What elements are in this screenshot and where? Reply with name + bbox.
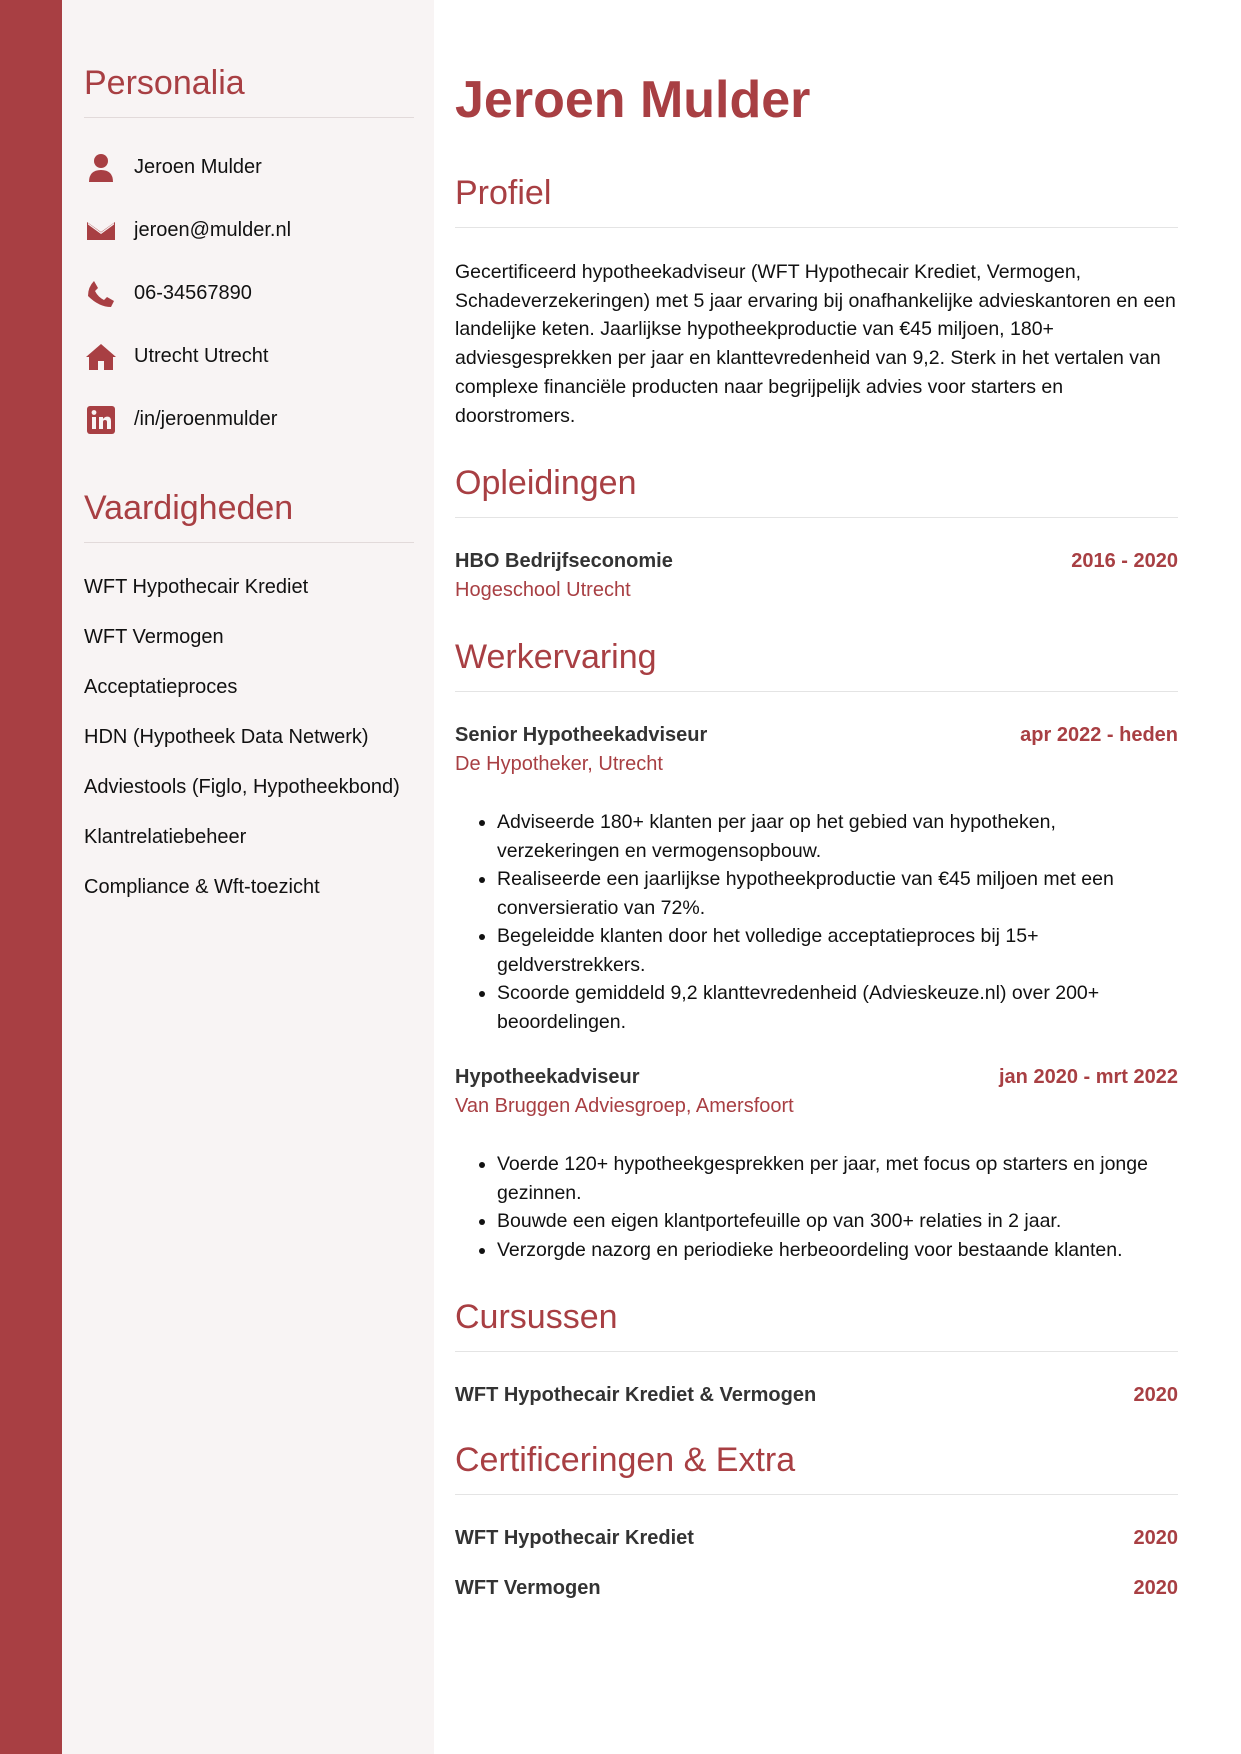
profile-text: Gecertificeerd hypotheekadviseur (WFT Hypothecair Krediet, Vermogen, Schadeverzekeringen) met 5 jaar ervaring bij onafhankelijke advieskantoren en een landelijke keten. Jaarlijkse hypotheekproductie van €45 miljoen, 180+ adviesgesprekken per jaar en klanttevredenheid van 9,2. Sterk in het vertalen van complexe financiële producten naar begrijpelijk advies voor starters en doorstromers. xyxy=(455,261,1176,427)
job-title: Hypotheekadviseur xyxy=(455,1066,640,1089)
contact-name xyxy=(84,136,414,199)
cert-date: 2020 xyxy=(1133,1527,1178,1550)
contact-location-text: Utrecht Utrecht xyxy=(134,345,269,367)
person-icon xyxy=(84,151,118,185)
contact-email xyxy=(84,199,414,262)
job-title: Senior Hypotheekadviseur xyxy=(455,724,708,747)
sidebar xyxy=(62,0,434,1754)
job-bullets xyxy=(455,808,1178,1036)
skills-heading: Vaardigheden xyxy=(84,489,414,543)
contact-phone xyxy=(84,262,414,325)
contact-linkedin xyxy=(84,388,414,451)
skill-item: Acceptatieproces xyxy=(84,676,238,698)
education-school: Hogeschool Utrecht xyxy=(455,579,631,602)
linkedin-icon xyxy=(84,403,118,437)
course-date: 2020 xyxy=(1133,1384,1178,1407)
contact-linkedin-text[interactable]: /in/jeroenmulder xyxy=(134,408,278,430)
job-date: jan 2020 - mrt 2022 xyxy=(999,1066,1178,1089)
job-bullet: • Verzorgde nazorg en periodieke herbeoordeling voor bestaande klanten. xyxy=(497,1236,1178,1265)
experience-heading: Werkervaring xyxy=(455,638,1178,692)
cert-entry xyxy=(455,1577,1178,1600)
skill-list xyxy=(84,575,414,925)
phone-icon xyxy=(84,277,118,311)
job-bullet: • Voerde 120+ hypotheekgesprekken per jaar, met focus op starters en jonge gezinnen. xyxy=(497,1150,1178,1207)
job-bullet: • Adviseerde 180+ klanten per jaar op het gebied van hypotheken, verzekeringen en vermogensopbouw. xyxy=(497,808,1178,865)
contact-location xyxy=(84,325,414,388)
course-title: WFT Hypothecair Krediet & Vermogen xyxy=(455,1384,817,1407)
skill-item: WFT Hypothecair Krediet xyxy=(84,576,309,598)
contact-phone-text[interactable]: 06-34567890 xyxy=(134,282,252,304)
skill-item: Compliance & Wft-toezicht xyxy=(84,876,320,898)
education-title: HBO Bedrijfseconomie xyxy=(455,550,673,573)
education-heading: Opleidingen xyxy=(455,464,1178,518)
main-content xyxy=(434,0,1241,1754)
courses-heading: Cursussen xyxy=(455,1298,1178,1352)
job-bullet: • Bouwde een eigen klantportefeuille op van 300+ relaties in 2 jaar. xyxy=(497,1207,1178,1236)
home-icon xyxy=(84,340,118,374)
cert-title: WFT Hypothecair Krediet xyxy=(455,1527,694,1550)
contact-email-text[interactable]: jeroen@mulder.nl xyxy=(134,219,292,241)
contact-list xyxy=(84,136,414,451)
education-date: 2016 - 2020 xyxy=(1071,550,1178,573)
personal-heading: Personalia xyxy=(84,64,414,118)
job-company: Van Bruggen Adviesgroep, Amersfoort xyxy=(455,1095,794,1118)
skill-item: Klantrelatiebeheer xyxy=(84,826,247,848)
job-bullet: • Realiseerde een jaarlijkse hypotheekproductie van €45 miljoen met een conversieratio van 72%. xyxy=(497,865,1178,922)
job-bullet: • Scoorde gemiddeld 9,2 klanttevredenheid (Advieskeuze.nl) over 200+ beoordelingen. xyxy=(497,979,1178,1036)
course-entry xyxy=(455,1384,1178,1407)
skill-item: HDN (Hypotheek Data Netwerk) xyxy=(84,726,369,748)
job-bullet: • Begeleidde klanten door het volledige acceptatieproces bij 15+ geldverstrekkers. xyxy=(497,922,1178,979)
job-date: apr 2022 - heden xyxy=(1020,724,1178,747)
cert-list xyxy=(455,1527,1178,1600)
education-entry xyxy=(455,550,1178,602)
skill-item: Adviestools (Figlo, Hypotheekbond) xyxy=(84,776,400,798)
envelope-icon xyxy=(84,214,118,248)
contact-name-text: Jeroen Mulder xyxy=(134,156,262,178)
certs-heading: Certificeringen & Extra xyxy=(455,1441,1178,1495)
accent-bar xyxy=(0,0,62,1754)
profile-heading: Profiel xyxy=(455,174,1178,228)
job-company: De Hypotheker, Utrecht xyxy=(455,753,663,776)
cert-entry xyxy=(455,1527,1178,1550)
job-entry xyxy=(455,1066,1178,1264)
job-entry xyxy=(455,724,1178,1036)
cert-date: 2020 xyxy=(1133,1577,1178,1600)
skill-item: WFT Vermogen xyxy=(84,626,224,648)
candidate-name: Jeroen Mulder xyxy=(455,71,811,129)
cert-title: WFT Vermogen xyxy=(455,1577,601,1600)
job-bullets xyxy=(455,1150,1178,1264)
